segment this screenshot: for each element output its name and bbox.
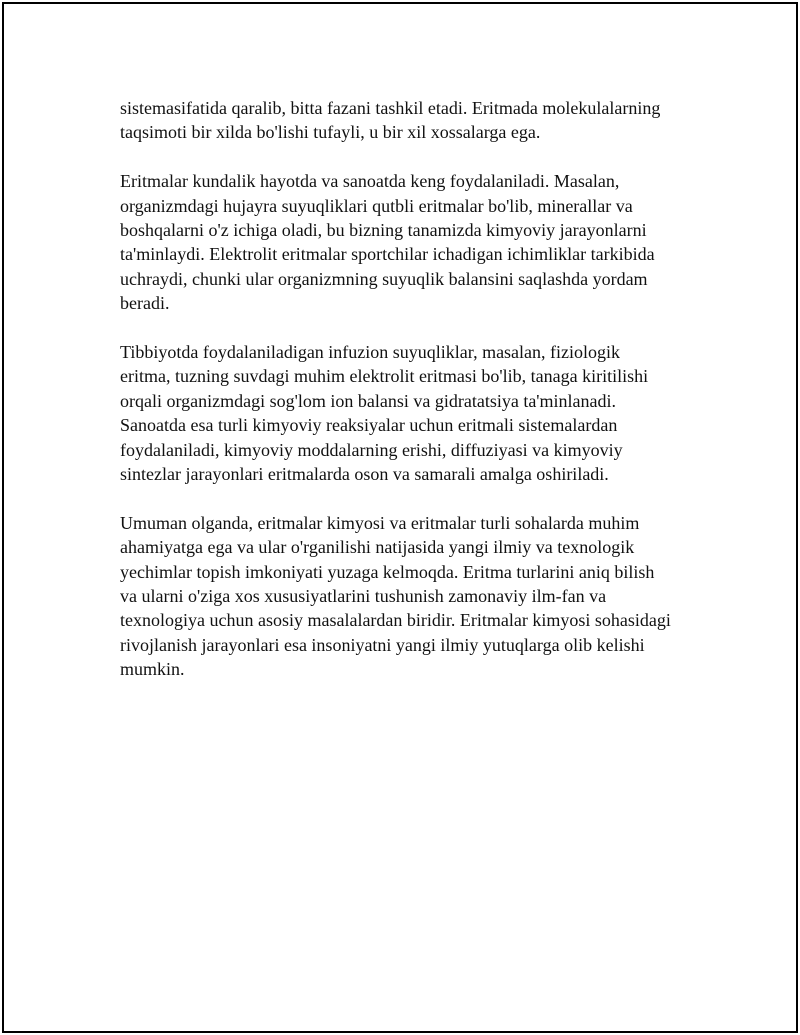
text-line: sistemasifatida qaralib, bitta fazani tashkil etadi. Eritmada molekulalarning	[120, 98, 661, 118]
text-line: Sanoatda esa turli kimyoviy reaksiyalar uchun eritmali sistemalardan	[120, 415, 618, 436]
text-line: uchraydi, chunki ular organizmning suyuqlik balansini saqlashda yordam	[120, 268, 648, 289]
text-line: Tibbiyotda foydalaniladigan infuzion suyuqliklar, masalan, fiziologik	[120, 342, 621, 363]
text-line: ta'minlaydi. Elektrolit eritmalar sportchilar ichadigan ichimliklar tarkibida	[120, 244, 655, 265]
text-line: ahamiyatga ega va ular o'rganilishi natijasida yangi ilmiy va texnologik	[120, 537, 635, 558]
text-line: eritma, tuzning suvdagi muhim elektrolit eritmasi bo'lib, tanaga kiritilishi	[120, 366, 649, 387]
text-line: orqali organizmdagi sog'lom ion balansi va gidratatsiya ta'minlanadi.	[120, 390, 617, 411]
text-line: mumkin.	[120, 659, 185, 680]
paragraph-4	[120, 511, 720, 682]
text-line: organizmdagi hujayra suyuqliklari qutbli eritmalar bo'lib, minerallar va	[120, 195, 633, 216]
text-line: sintezlar jarayonlari eritmalarda oson va samarali amalga oshiriladi.	[120, 464, 609, 485]
text-line: Eritmalar kundalik hayotda va sanoatda keng foydalaniladi. Masalan,	[120, 171, 620, 192]
document-body	[120, 96, 720, 706]
text-line: beradi.	[120, 293, 170, 314]
text-line: taqsimoti bir xilda bo'lishi tufayli, u bir xil xossalarga ega.	[120, 122, 541, 143]
document-page	[2, 2, 798, 1033]
text-line: yechimlar topish imkoniyati yuzaga kelmoqda. Eritma turlarini aniq bilish	[120, 561, 655, 582]
text-line: Umuman olganda, eritmalar kimyosi va eritmalar turli sohalarda muhim	[120, 512, 640, 533]
paragraph-1	[120, 96, 720, 145]
text-line: va ularni o'ziga xos xususiyatlarini tushunish zamonaviy ilm-fan va	[120, 586, 607, 607]
paragraph-2	[120, 169, 720, 315]
paragraph-3	[120, 340, 720, 486]
text-line: texnologiya uchun asosiy masalalardan biridir. Eritmalar kimyosi sohasidagi	[120, 610, 671, 631]
text-line: rivojlanish jarayonlari esa insoniyatni yangi ilmiy yutuqlarga olib kelishi	[120, 634, 645, 655]
text-line: foydalaniladi, kimyoviy moddalarning erishi, diffuziyasi va kimyoviy	[120, 439, 623, 460]
text-line: boshqalarni o'z ichiga oladi, bu bizning tanamizda kimyoviy jarayonlarni	[120, 220, 647, 241]
